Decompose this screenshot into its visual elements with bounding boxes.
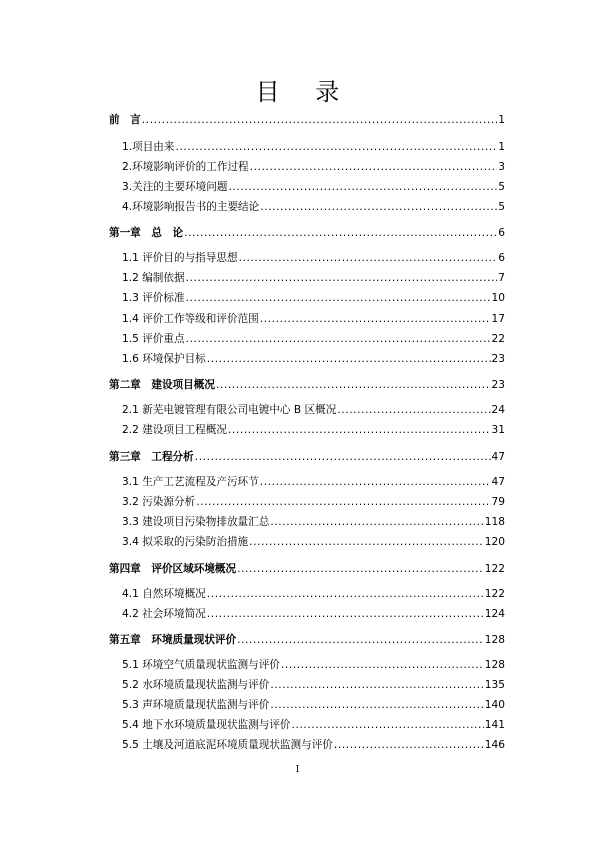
page-number: I	[295, 765, 300, 775]
toc-dot-leader	[142, 114, 497, 127]
toc-entry-page: 118	[484, 516, 505, 528]
toc-dot-leader	[186, 272, 498, 285]
toc-section-entry[interactable]	[122, 536, 505, 549]
toc-entry-page: 140	[484, 699, 505, 711]
toc-entry-label: 4.环境影响报告书的主要结论	[122, 201, 260, 213]
toc-entry-page: 3	[498, 161, 505, 173]
toc-entry-page: 128	[484, 659, 505, 671]
toc-section-entry[interactable]	[122, 272, 505, 285]
toc-dot-leader	[334, 739, 484, 752]
toc-section-entry[interactable]	[122, 516, 505, 529]
toc-section-entry[interactable]	[122, 404, 505, 417]
toc-entry-page: 24	[491, 404, 505, 416]
toc-entry-label: 1.6 环境保护目标	[122, 353, 206, 365]
toc-chapter-entry[interactable]	[109, 634, 505, 647]
toc-dot-leader	[239, 252, 498, 265]
toc-dot-leader	[337, 404, 490, 417]
toc-dot-leader	[270, 679, 483, 692]
toc-entry-page: 5	[498, 201, 505, 213]
toc-section-entry[interactable]	[122, 608, 505, 621]
toc-entry-page: 122	[484, 563, 505, 575]
toc-entry-page: 17	[491, 313, 505, 325]
toc-entry-label: 第四章 评价区域环境概况	[109, 563, 237, 575]
toc-chapter-entry[interactable]	[109, 451, 505, 464]
toc-entry-label: 3.2 污染源分析	[122, 496, 196, 508]
toc-section-entry[interactable]	[122, 719, 505, 732]
toc-entry-page: 23	[491, 379, 505, 391]
toc-section-entry[interactable]	[122, 161, 505, 174]
toc-entry-label: 3.3 建设项目污染物排放量汇总	[122, 516, 270, 528]
toc-section-entry[interactable]	[122, 679, 505, 692]
toc-chapter-entry[interactable]	[109, 227, 505, 240]
toc-entry-page: 128	[484, 634, 505, 646]
toc-entry-page: 146	[484, 739, 505, 751]
toc-dot-leader	[250, 161, 498, 174]
toc-entry-label: 2.环境影响评价的工作过程	[122, 161, 249, 173]
toc-dot-leader	[175, 141, 497, 154]
toc-entry-page: 135	[484, 679, 505, 691]
toc-entry-page: 1	[498, 114, 505, 126]
toc-entry-label: 3.4 拟采取的污染防治措施	[122, 536, 249, 548]
toc-dot-leader	[196, 496, 490, 509]
toc-chapter-entry[interactable]	[109, 563, 505, 576]
toc-entry-label: 第三章 工程分析	[109, 451, 194, 463]
toc-dot-leader	[281, 659, 484, 672]
toc-section-entry[interactable]	[122, 588, 505, 601]
toc-entry-page: 124	[484, 608, 505, 620]
toc-dot-leader	[260, 313, 491, 326]
toc-entry-label: 2.2 建设项目工程概况	[122, 424, 227, 436]
toc-section-entry[interactable]	[122, 313, 505, 326]
toc-entry-page: 6	[498, 227, 505, 239]
toc-entry-label: 5.1 环境空气质量现状监测与评价	[122, 659, 280, 671]
toc-entry-label: 5.5 土壤及河道底泥环境质量现状监测与评价	[122, 739, 333, 751]
toc-entry-page: 5	[498, 181, 505, 193]
toc-entry-label: 5.4 地下水环境质量现状监测与评价	[122, 719, 291, 731]
toc-dot-leader	[228, 424, 491, 437]
toc-entry-page: 141	[484, 719, 505, 731]
toc-dot-leader	[270, 516, 483, 529]
toc-dot-leader	[260, 201, 497, 214]
toc-entry-label: 第五章 环境质量现状评价	[109, 634, 237, 646]
toc-chapter-entry[interactable]	[109, 379, 505, 392]
toc-section-entry[interactable]	[122, 181, 505, 194]
toc-section-entry[interactable]	[122, 333, 505, 346]
toc-section-entry[interactable]	[122, 141, 505, 154]
toc-dot-leader	[207, 353, 491, 366]
toc-dot-leader	[292, 719, 484, 732]
toc-section-entry[interactable]	[122, 201, 505, 214]
toc-section-entry[interactable]	[122, 659, 505, 672]
toc-section-entry[interactable]	[122, 252, 505, 265]
toc-dot-leader	[184, 227, 497, 240]
toc-dot-leader	[207, 608, 484, 621]
toc-section-entry[interactable]	[122, 699, 505, 712]
toc-entry-page: 7	[498, 272, 505, 284]
toc-entry-page: 79	[491, 496, 505, 508]
toc-section-entry[interactable]	[122, 476, 505, 489]
toc-entry-page: 122	[484, 588, 505, 600]
toc-dot-leader	[186, 333, 491, 346]
toc-entry-page: 47	[491, 476, 505, 488]
toc-entry-label: 4.2 社会环境简况	[122, 608, 206, 620]
toc-section-entry[interactable]	[122, 496, 505, 509]
toc-entry-label: 第二章 建设项目概况	[109, 379, 215, 391]
toc-dot-leader	[270, 699, 483, 712]
toc-entry-label: 5.2 水环境质量现状监测与评价	[122, 679, 270, 691]
toc-dot-leader	[186, 292, 491, 305]
toc-entry-label: 1.3 评价标准	[122, 292, 185, 304]
toc-entry-label: 1.1 评价目的与指导思想	[122, 252, 238, 264]
toc-dot-leader	[237, 634, 484, 647]
toc-dot-leader	[207, 588, 484, 601]
toc-dot-leader	[249, 536, 484, 549]
toc-entry-page: 120	[484, 536, 505, 548]
toc-dot-leader	[228, 181, 497, 194]
toc-entry-label: 1.5 评价重点	[122, 333, 185, 345]
toc-entry-label: 5.3 声环境质量现状监测与评价	[122, 699, 270, 711]
page-title: 目 录	[255, 78, 354, 106]
toc-section-entry[interactable]	[122, 353, 505, 366]
toc-entry-label: 前 言	[109, 114, 141, 126]
toc-section-entry[interactable]	[122, 292, 505, 305]
toc-section-entry[interactable]	[122, 424, 505, 437]
toc-entry-label: 3.关注的主要环境问题	[122, 181, 228, 193]
toc-entry-label: 1.2 编制依据	[122, 272, 185, 284]
toc-section-entry[interactable]	[122, 739, 505, 752]
toc-entry-page: 23	[491, 353, 505, 365]
toc-entry-label: 1.项目由来	[122, 141, 175, 153]
toc-chapter-entry[interactable]	[109, 114, 505, 127]
toc-entry-label: 第一章 总 论	[109, 227, 184, 239]
toc-entry-label: 4.1 自然环境概况	[122, 588, 206, 600]
toc-entry-page: 31	[491, 424, 505, 436]
toc-dot-leader	[195, 451, 491, 464]
toc-entry-page: 47	[491, 451, 505, 463]
toc-entry-page: 1	[498, 141, 505, 153]
toc-entry-label: 1.4 评价工作等级和评价范围	[122, 313, 259, 325]
toc-dot-leader	[216, 379, 491, 392]
toc-entry-page: 6	[498, 252, 505, 264]
toc-dot-leader	[237, 563, 484, 576]
toc-entry-page: 22	[491, 333, 505, 345]
toc-entry-page: 10	[491, 292, 505, 304]
toc-dot-leader	[260, 476, 491, 489]
toc-entry-label: 3.1 生产工艺流程及产污环节	[122, 476, 259, 488]
toc-entry-label: 2.1 新芜电镀管理有限公司电镀中心 B 区概况	[122, 404, 337, 416]
